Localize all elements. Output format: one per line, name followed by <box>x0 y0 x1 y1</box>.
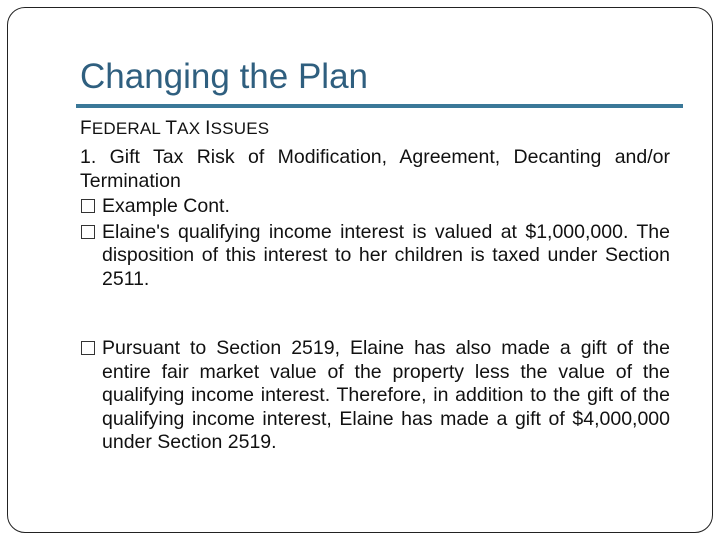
bullet-text: Elaine's qualifying income interest is valued at $1,000,000. The disposition of this interest to her children is taxed under Section 2511. <box>102 220 670 290</box>
slide-body <box>80 146 670 455</box>
subheading-initial-f: F <box>80 118 92 139</box>
bullet-text: Pursuant to Section 2519, Elaine has also made a gift of the entire fair market value of the property less the value of the qualifying income interest. Therefore, in addition to the gift of the qualifying income interest, Elaine has made a gift of $4,000,000 under Section 2519. <box>102 337 670 453</box>
subheading-part-ederal: EDERAL <box>91 119 166 138</box>
intro-paragraph: 1. Gift Tax Risk of Modification, Agreement, Decanting and/or Termination <box>80 146 670 192</box>
bullet-text: Example Cont. <box>102 195 230 217</box>
bullet-item <box>80 195 670 219</box>
checkbox-square-icon <box>81 225 95 239</box>
subheading-initial-i: I <box>205 118 211 139</box>
bullet-item <box>80 337 670 455</box>
bullet-item <box>80 221 670 292</box>
checkbox-square-icon <box>81 341 95 355</box>
subheading-part-ax: AX <box>177 119 206 138</box>
section-subheading <box>80 118 269 140</box>
slide-title: Changing the Plan <box>80 57 368 96</box>
title-underline <box>76 104 683 108</box>
subheading-part-ssues: SSUES <box>210 119 270 138</box>
checkbox-square-icon <box>81 199 95 213</box>
subheading-initial-t: T <box>165 118 178 139</box>
